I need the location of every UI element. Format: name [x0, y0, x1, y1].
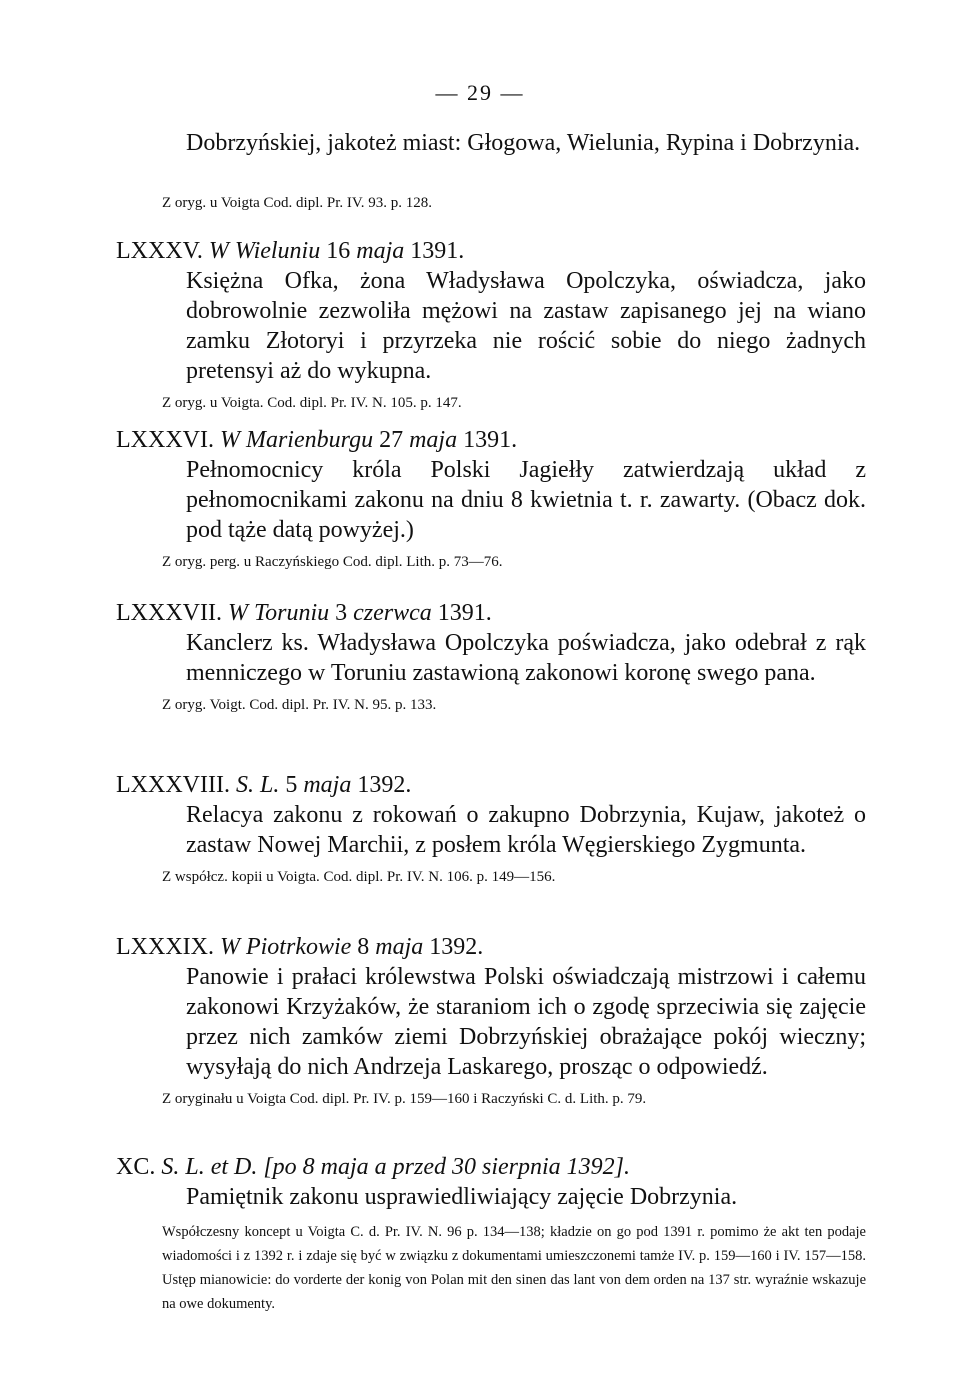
- entry-text: Kanclerz ks. Władysława Opolczyka poświadcza, jako odebrał z rąk menniczego w Toruniu zastawioną zakonowi koronę swego pana.: [186, 630, 866, 686]
- entry-place: W Toruniu: [227, 600, 330, 626]
- entry-place: S. L.: [235, 772, 280, 798]
- entry-day: 8: [357, 934, 370, 960]
- entry-day: 16: [326, 238, 351, 264]
- entry-source: Z oryg. Voigt. Cod. dipl. Pr. IV. N. 95. p. 133.: [162, 697, 437, 713]
- intro-source: Z oryg. u Voigta Cod. dipl. Pr. IV. 93. p. 128.: [162, 195, 433, 211]
- entry-heading: [116, 598, 866, 628]
- entry-lxxxix: [116, 932, 866, 1110]
- entry-heading: [116, 770, 866, 800]
- entry-year: 1392.: [429, 934, 484, 960]
- entry-number: LXXXIX.: [116, 934, 214, 960]
- entry-heading: [116, 932, 866, 962]
- entry-month: czerwca: [353, 600, 432, 626]
- entry-number: XC.: [116, 1154, 156, 1180]
- entry-year: 1391.: [410, 238, 465, 264]
- entry-heading: [116, 425, 866, 455]
- entry-number: LXXXV.: [116, 238, 203, 264]
- entry-day: 27: [379, 427, 404, 453]
- entry-year: 1392.: [357, 772, 412, 798]
- entry-year: 1391.: [463, 427, 518, 453]
- entry-source: Z oryg. perg. u Raczyńskiego Cod. dipl. Lith. p. 73—76.: [162, 554, 503, 570]
- intro-text: Dobrzyńskiej, jakoteż miast: Głogowa, Wielunia, Rypina i Dobrzynia.: [186, 130, 861, 156]
- entry-lxxxvii: [116, 598, 866, 716]
- entry-source: Z oryginału u Voigta Cod. dipl. Pr. IV. p. 159—160 i Raczyński C. d. Lith. p. 79.: [162, 1091, 647, 1107]
- entry-heading: [116, 236, 866, 266]
- entry-year: 1391.: [437, 600, 492, 626]
- entry-source: Współczesny koncept u Voigta C. d. Pr. IV. N. 96 p. 134—138; kładzie on go pod 1391 r. pomimo że akt ten podaje wiadomości i z 1392 r. i zdaje się być w związku z dokumentami umieszczonemi tamże IV. p. 159—160 i IV. 157—158. Ustęp mianowicie: do vorderte der konig von Polan mit den sinen das lant von dem orden na 137 str. wyraźnie wskazuje na owe dokumenty.: [162, 1224, 866, 1312]
- entry-day: 3: [335, 600, 348, 626]
- entry-number: LXXXVI.: [116, 427, 214, 453]
- entry-number: LXXXVII.: [116, 600, 222, 626]
- entry-number: LXXXVIII.: [116, 772, 230, 798]
- entry-month: maja: [303, 772, 352, 798]
- entry-text: Księżna Ofka, żona Władysława Opolczyka, oświadcza, jako dobrowolnie zezwoliła mężowi na zastaw zapisanego jej na wiano zamku Złotoryi i przyrzeka nie rościć sobie do niego żadnych pretensyi aż do wykupna.: [186, 268, 866, 384]
- entry-lxxxvi: [116, 425, 866, 573]
- entry-place: W Wieluniu: [208, 238, 321, 264]
- entry-lxxxviii: [116, 770, 866, 888]
- entry-text: Pamiętnik zakonu usprawiedliwiający zajęcie Dobrzynia.: [186, 1184, 738, 1210]
- entry-place: S. L. et D.: [161, 1154, 258, 1180]
- entry-lxxxv: [116, 236, 866, 414]
- entry-source: Z oryg. u Voigta. Cod. dipl. Pr. IV. N. 105. p. 147.: [162, 395, 462, 411]
- entry-month: maja: [356, 238, 405, 264]
- page-number: — 29 —: [435, 80, 525, 105]
- entry-date: [po 8 maja a przed 30 sierpnia 1392].: [263, 1154, 631, 1180]
- entry-source: Z współcz. kopii u Voigta. Cod. dipl. Pr. IV. N. 106. p. 149—156.: [162, 869, 556, 885]
- entry-month: maja: [375, 934, 424, 960]
- entry-heading: [116, 1152, 866, 1182]
- entry-text: Panowie i prałaci królewstwa Polski oświadczają mistrzowi i całemu zakonowi Krzyżaków, że staraniom ich o zgodę sprzeciwia się zajęcie przez nich zamków ziemi Dobrzyńskiej obrażające pokój wieczny; wysyłają do nich Andrzeja Laskarego, prosząc o odpowiedź.: [186, 964, 866, 1080]
- entry-place: W Marienburgu: [219, 427, 374, 453]
- entry-place: W Piotrkowie: [219, 934, 352, 960]
- entry-xc: [116, 1152, 866, 1316]
- entry-text: Pełnomocnicy króla Polski Jagiełły zatwierdzają układ z pełnomocnikami zakonu na dniu 8 kwietnia t. r. zawarty. (Obacz dok. pod tąże datą powyżej.): [186, 457, 866, 543]
- entry-day: 5: [285, 772, 298, 798]
- entry-month: maja: [409, 427, 458, 453]
- entry-text: Relacya zakonu z rokowań o zakupno Dobrzynia, Kujaw, jakoteż o zastaw Nowej Marchii, z posłem króla Węgierskiego Zygmunta.: [186, 802, 866, 858]
